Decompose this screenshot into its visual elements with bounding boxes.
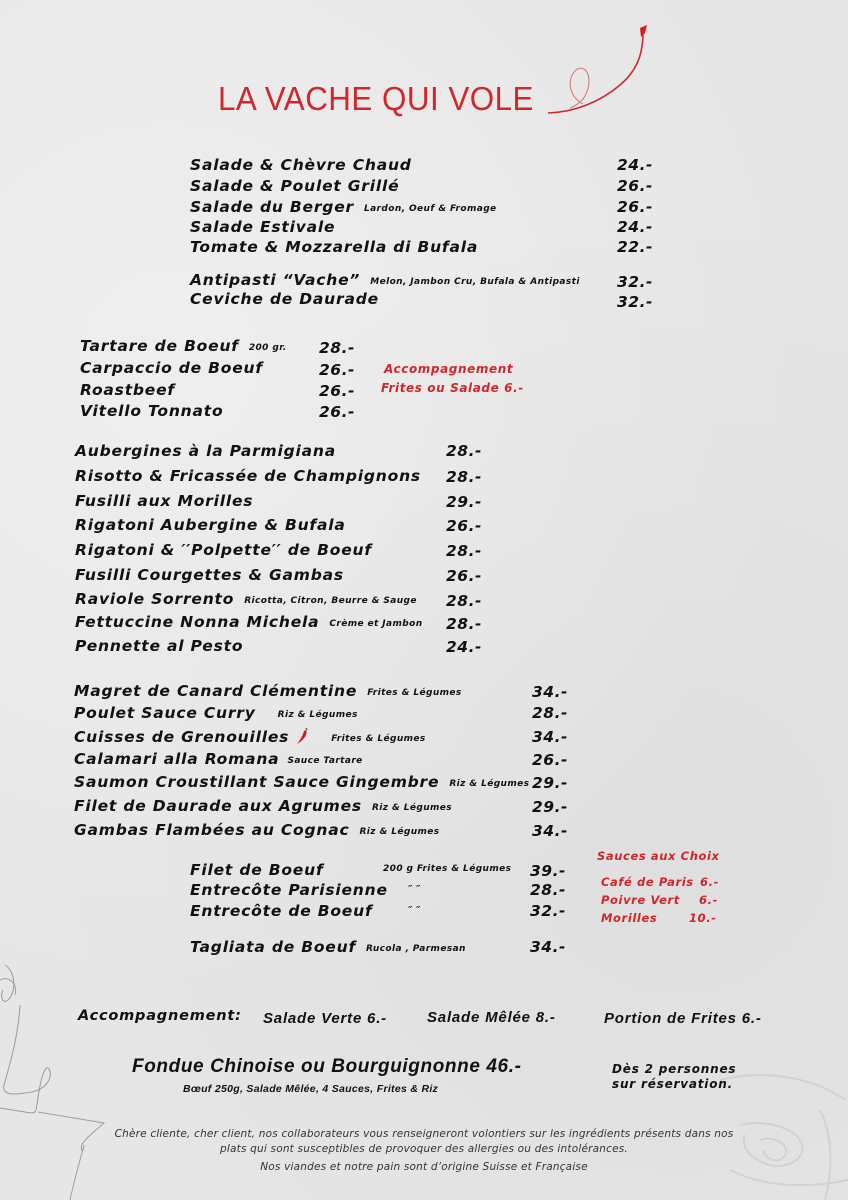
sauce-price: 6.-: [700, 875, 719, 889]
allergy-notice: Chère cliente, cher client, nos collaborateurs vous renseigneront volontiers sur les ingrédients présents dans nos: [114, 1128, 734, 1140]
menu-item: Filet de Boeuf: [190, 861, 324, 879]
menu-item: Fettuccine Nonna Michela Crème et Jambon: [75, 613, 423, 631]
sauces-title: Sauces aux Choix: [597, 849, 720, 863]
menu-item-price: 28.-: [532, 704, 568, 722]
menu-item-price: 34.-: [532, 822, 568, 840]
menu-item-price: 29.-: [446, 493, 482, 511]
menu-item-note: Sauce Tartare: [287, 756, 363, 766]
menu-item-note: Frites & Légumes: [331, 734, 426, 744]
menu-item-note: Ricotta, Citron, Beurre & Sauge: [244, 596, 417, 606]
menu-item: Tartare de Boeuf 200 gr.: [80, 337, 287, 355]
menu-item-price: 28.-: [446, 542, 482, 560]
menu-item-price: 32.-: [617, 273, 653, 291]
menu-item-note: Rucola , Parmesan: [366, 944, 466, 954]
menu-item-note: Riz & Légumes: [371, 803, 453, 813]
menu-item: Fusilli aux Morilles: [75, 492, 254, 510]
menu-item: Risotto & Fricassée de Champignons: [75, 467, 421, 485]
menu-item-note: 200 g Frites & Légumes: [383, 864, 512, 874]
menu-item: Salade & Poulet Grillé: [190, 177, 400, 195]
menu-item-price: 26.-: [532, 751, 568, 769]
menu-item-price: 26.-: [446, 567, 482, 585]
menu-item: Salade & Chèvre Chaud: [190, 156, 412, 174]
ditto-mark: ″ ″: [408, 884, 421, 895]
sauce-price: 10.-: [689, 911, 717, 925]
sauce-name: Café de Paris: [601, 875, 694, 889]
menu-item-note: Melon, Jambon Cru, Bufala & Antipasti: [370, 277, 580, 287]
menu-item: Poulet Sauce Curry Riz & Légumes: [74, 704, 358, 722]
menu-item-price: 28.-: [446, 442, 482, 460]
menu-item: Carpaccio de Boeuf: [80, 359, 263, 377]
menu-item-price: 26.-: [319, 403, 355, 421]
menu-item-price: 29.-: [532, 774, 568, 792]
menu-item: Pennette al Pesto: [75, 637, 244, 655]
menu-item-note: Frites & Légumes: [367, 688, 462, 698]
menu-item: Aubergines à la Parmigiana: [75, 442, 336, 460]
menu-item: Entrecôte Parisienne: [190, 881, 388, 899]
side-item: Portion de Frites 6.-: [604, 1010, 762, 1027]
menu-item: Raviole Sorrento Ricotta, Citron, Beurre & Sauge: [75, 590, 417, 608]
fondue-details: Bœuf 250g, Salade Mêlée, 4 Sauces, Frites & Riz: [183, 1083, 439, 1095]
menu-item-price: 22.-: [617, 238, 653, 256]
menu-item-note: Riz & Légumes: [449, 779, 530, 789]
sides-label: Accompagnement:: [78, 1008, 242, 1024]
menu-item: Ceviche de Daurade: [190, 290, 379, 308]
menu-item: Salade Estivale: [190, 218, 336, 236]
origin-notice: Nos viandes et notre pain sont d’origine Suisse et Française: [260, 1161, 588, 1173]
menu-item-price: 24.-: [446, 638, 482, 656]
menu-item-price: 28.-: [446, 592, 482, 610]
side-note-line2: Frites ou Salade 6.-: [381, 381, 524, 395]
menu-item: Gambas Flambées au Cognac Riz & Légumes: [74, 821, 440, 839]
menu-item: Antipasti “Vache” Melon, Jambon Cru, Bufala & Antipasti: [190, 271, 580, 289]
menu-item: Cuisses de Grenouilles Frites & Légumes: [74, 727, 426, 749]
ditto-mark: ″ ″: [408, 905, 421, 916]
menu-item-price: 32.-: [617, 293, 653, 311]
menu-item-price: 26.-: [446, 517, 482, 535]
fondue-note: sur réservation.: [612, 1077, 733, 1091]
menu-item: Saumon Croustillant Sauce Gingembre Riz & Légumes: [74, 773, 530, 791]
menu-item: Filet de Daurade aux Agrumes Riz & Légumes: [74, 797, 453, 815]
menu-item-price: 24.-: [617, 156, 653, 174]
menu-item-note: 200 gr.: [248, 343, 287, 353]
menu-item: Tagliata de Boeuf Rucola , Parmesan: [190, 938, 466, 956]
menu-item-price: 39.-: [530, 862, 566, 880]
menu-item: Magret de Canard Clémentine Frites & Légumes: [74, 682, 462, 700]
menu-item-price: 26.-: [319, 382, 355, 400]
menu-item: Roastbeef: [80, 381, 175, 399]
menu-item: Fusilli Courgettes & Gambas: [75, 566, 344, 584]
menu-item: Entrecôte de Boeuf: [190, 902, 373, 920]
side-note-line1: Accompagnement: [384, 362, 514, 376]
menu-item-note: Riz & Légumes: [359, 827, 440, 837]
menu-item-price: 26.-: [617, 198, 653, 216]
menu-item-note: Riz & Légumes: [277, 710, 358, 720]
menu-item-price: 24.-: [617, 218, 653, 236]
side-item: Salade Mêlée 8.-: [427, 1009, 556, 1026]
menu-item-note: Lardon, Oeuf & Fromage: [363, 204, 497, 214]
side-item: Salade Verte 6.-: [263, 1010, 387, 1027]
menu-item-price: 28.-: [319, 339, 355, 357]
restaurant-title: LA VACHE QUI VOLE: [218, 80, 534, 117]
fondue-note: Dès 2 personnes: [612, 1062, 737, 1076]
menu-item-price: 26.-: [319, 361, 355, 379]
menu-item-price: 34.-: [532, 728, 568, 746]
menu-item: Rigatoni Aubergine & Bufala: [75, 516, 346, 534]
sauce-name: Poivre Vert: [601, 893, 680, 907]
menu-item-price: 28.-: [530, 881, 566, 899]
sauce-name: Morilles: [601, 911, 658, 925]
menu-item: Calamari alla Romana Sauce Tartare: [74, 750, 363, 768]
menu-item-price: 34.-: [532, 683, 568, 701]
chili-pepper-icon: [295, 727, 309, 749]
menu-item-price: 26.-: [617, 177, 653, 195]
fondue-title: Fondue Chinoise ou Bourguignonne 46.-: [132, 1056, 522, 1077]
menu-item: Rigatoni & ′′Polpette′′ de Boeuf: [75, 541, 372, 559]
allergy-notice: plats qui sont susceptibles de provoquer des allergies ou des intolérances.: [220, 1143, 628, 1155]
menu-item-note: Crème et Jambon: [329, 619, 423, 629]
menu-item-price: 29.-: [532, 798, 568, 816]
menu-item-price: 28.-: [446, 615, 482, 633]
sauce-price: 6.-: [699, 893, 718, 907]
menu-item-price: 34.-: [530, 938, 566, 956]
menu-item: Tomate & Mozzarella di Bufala: [190, 238, 479, 256]
menu-item: Vitello Tonnato: [80, 402, 224, 420]
menu-item-price: 28.-: [446, 468, 482, 486]
menu-item-price: 32.-: [530, 902, 566, 920]
menu-item: Salade du Berger Lardon, Oeuf & Fromage: [190, 198, 497, 216]
